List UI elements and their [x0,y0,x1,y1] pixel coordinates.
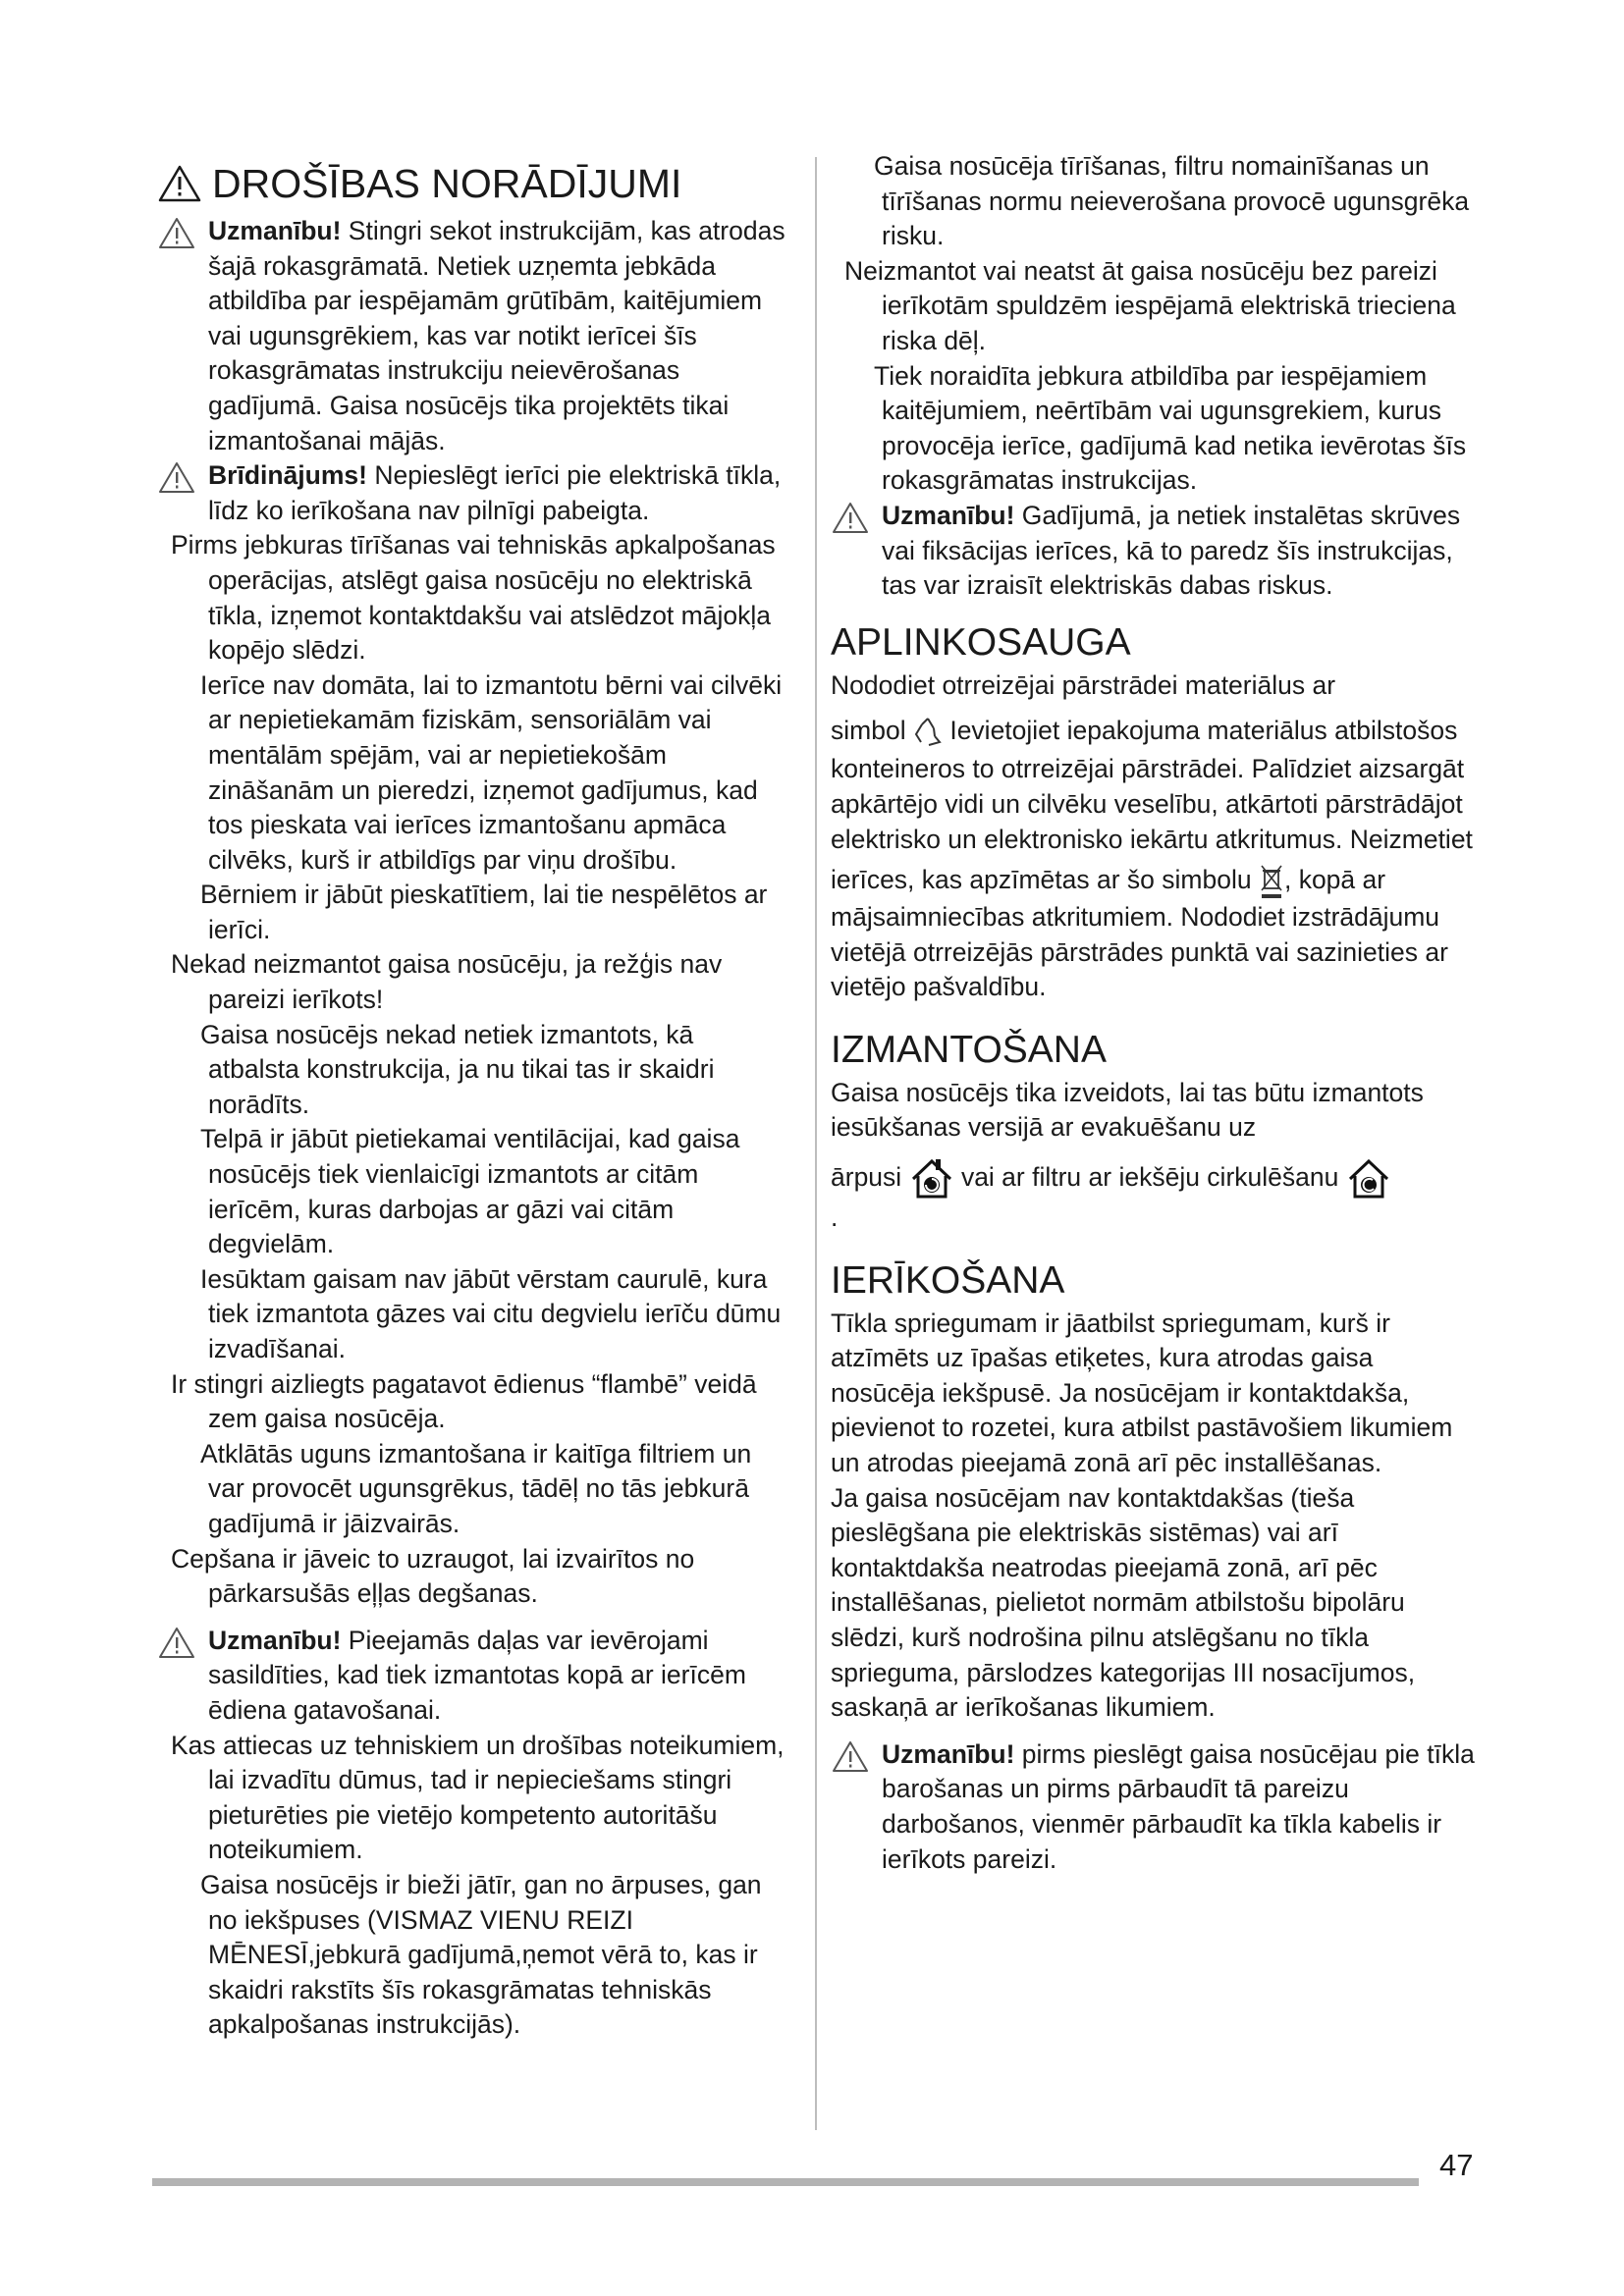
warning-label: Uzmanību! [208,1625,342,1655]
footer-rule [152,2178,1419,2186]
warning-icon [157,1627,196,1660]
environment-text: ierīces, kas apzīmētas ar šo simbolu , kopā ar mājsaimniecības atkritumiem. Nododiet izstrādājumu vietējā otrreizējās pārstrādes punktā vai sazinieties ar vietējo pašvaldību. [831,865,1448,1002]
warning-icon [831,502,870,535]
warning-label: Uzmanību! [882,500,1015,530]
warning-paragraph [157,458,785,528]
recirculation-mode-icon [1346,1157,1391,1201]
safety-item: Gaisa nosūcējs nekad netiek izmantots, kā atbalsta konstrukcija, ja nu tikai tas ir skaidri norādīts. [200,1019,715,1119]
safety-item: Neizmantot vai neatst āt gaisa nosūcēju bez pareizi ierīkotām spuldzēm iespējamā elektriskā trieciena riska dēļ. [844,255,1456,355]
installation-text: Ja gaisa nosūcējam nav kontaktdakšas (tieša pieslēgšana pie elektriskās sistēmas) vai arī kontaktdakša neatrodas pieejamā zonā, arī pēc installēšanas, pielietot normām atbilstošu bipolāru slēdzi, kurš nodrošina pilnu atslēgšanu no tīkla sprieguma, pārslodzes kategorijas III nosacījumos, saskaņā ar ierīkošanas likumiem. [831,1482,1416,1723]
safety-item: Gaisa nosūcēja tīrīšanas, filtru nomainīšanas un tīrīšanas normu neieverošana provocē ugunsgrēka risku. [874,151,1470,251]
safety-item: Bērniem ir jābūt pieskatītiem, lai tie nespēlētos ar ierīci. [200,880,768,944]
extraction-mode-icon [909,1157,954,1201]
installation-text: Tīkla spriegumam ir jāatbilst spriegumam, kurš ir atzīmēts uz īpašas etiķetes, kura atrodas gaisa nosūcēja iekšpusē. Ja nosūcējam ir kontaktdakša, pievienot to rozetei, kura atbilst pastāvošiem likumiem un atrodas pieejamā zonā arī pēc installēšanas. [831,1308,1453,1478]
usage-heading: IZMANTOŠANA [831,1028,1107,1071]
safety-heading [157,157,785,210]
warning-paragraph [157,1624,785,1729]
warning-text: Pieejamās daļas var ievērojami sasildīties, kad tiek izmantotas kopā ar ierīcēm ēdiena gatavošanai. [208,1625,746,1725]
usage-text: ārpusi vai ar filtru ar iekšēju cirkulēšanu [831,1157,1479,1201]
safety-item: Kas attiecas uz tehniskiem un drošības noteikumiem, lai izvadītu dūmus, tad ir nepieciešams stingri pieturēties pie vietējo kompetento autoritāšu noteikumiem. [171,1730,785,1865]
environment-heading: APLINKOSAUGA [831,620,1131,664]
safety-title: DROŠĪBAS NORĀDĪJUMI [212,161,682,206]
installation-heading: IERĪKOŠANA [831,1258,1065,1302]
environment-text: Nododiet otrreizējai pārstrādei materiālus ar [831,669,1336,700]
warning-icon [157,461,196,495]
left-column [157,157,785,2043]
safety-item: Ierīce nav domāta, lai to izmantotu bērni vai cilvēki ar nepietiekamām fiziskām, sensoriālām vai mentālām spējām, vai ar nepietiekošām zināšanām un pieredzi, izņemot gadījumus, kad tos pieskata vai ierīces izmantošanu apmāca cilvēks, kurš ir atbildīgs par viņu drošību. [200,669,783,875]
safety-item: Cepšana ir jāveic to uzraugot, lai izvairītos no pārkarsušās eļļas degšanas. [171,1543,695,1609]
environment-text: simbol Ievietojiet iepakojuma materiālus atbilstošos konteineros to otrreizējai pārstrādei. Palīdziet aizsargāt apkārtējo vidi un cilvēku veselību, atkārtoti pārstrādājot elektrisko un elektronisko iekārtu atkritumus. Neizmetiet [831,713,1479,857]
wheelie-bin-crossed-icon [1259,863,1284,900]
warning-icon [157,164,202,203]
warning-label: Uzmanību! [882,1738,1015,1769]
safety-item: Telpā ir jābūt pietiekamai ventilācijai, kad gaisa nosūcējs tiek vienlaicīgi izmantots ar citām ierīcēm, kuras darbojas ar gāzi vai citām degvielām. [200,1124,740,1259]
warning-icon [157,217,196,250]
warning-text: Nepieslēgt ierīci pie elektriskā tīkla, līdz ko ierīkošana nav pilnīgi pabeigta. [208,460,782,525]
safety-item: Iesūktam gaisam nav jābūt vērstam caurulē, kura tiek izmantota gāzes vai citu degvielu ierīču dūmu izvadīšanai. [200,1263,782,1363]
warning-paragraph [157,214,785,458]
recycle-icon [913,713,943,752]
warning-text: pirms pieslēgt gaisa nosūcējau pie tīkla barošanas un pirms pārbaudīt tā pareizu darbošanos, vienmēr pārbaudīt ka tīkla kabelis ir ierīkots pareizi. [882,1738,1475,1874]
safety-item: Ir stingri aizliegts pagatavot ēdienus “flambē” veidā zem gaisa nosūcēja. [171,1368,757,1434]
usage-text: . [831,1202,839,1233]
safety-item: Nekad neizmantot gaisa nosūcēju, ja režģis nav pareizi ierīkots! [171,949,723,1015]
right-column [831,149,1479,1877]
safety-item: Pirms jebkuras tīrīšanas vai tehniskās apkalpošanas operācijas, atslēgt gaisa nosūcēju no elektriskā tīkla, izņemot kontaktdakšu vai atslēdzot mājokļa kopējo slēdzi. [171,530,776,666]
warning-paragraph [831,1737,1479,1877]
column-divider [815,157,817,2130]
warning-label: Brīdinājums! [208,460,367,491]
usage-text: Gaisa nosūcējs tika izveidots, lai tas būtu izmantots iesūkšanas versijā ar evakuēšanu uz [831,1077,1424,1143]
safety-item: Atklātās uguns izmantošana ir kaitīga filtriem un var provocēt ugunsgrēkus, tādēļ no tās jebkurā gadījumā ir jāizvairās. [200,1438,752,1538]
warning-icon [831,1740,870,1774]
page-number: 47 [1439,2148,1474,2182]
safety-item: Gaisa nosūcējs ir bieži jātīr, gan no ārpuses, gan no iekšpuses (VISMAZ VIENU REIZI MĒNESĪ,jebkurā gadījumā,ņemot vērā to, kas ir skaidri rakstīts šīs rokasgrāmatas tehniskās apkalpošanas instrukcijās). [200,1869,762,2040]
warning-text: Gadījumā, ja netiek instalētas skrūves vai fiksācijas ierīces, kā to paredz šīs instrukcijas, tas var izraisīt elektriskās dabas riskus. [882,500,1461,601]
warning-paragraph [831,499,1479,604]
safety-item: Tiek noraidīta jebkura atbildība par iespējamiem kaitējumiem, neērtībām vai ugunsgrekiem, kurus provocēja ierīce, gadījumā kad netika ievērotas šīs rokasgrāmatas instrukcijas. [874,360,1467,496]
warning-label: Uzmanību! [208,216,342,245]
warning-text: Stingri sekot instrukcijām, kas atrodas šajā rokasgrāmatā. Netiek uzņemta jebkāda atbildība par iespējamām grūtībām, kaitējumiem vai ugunsgrēkiem, kas var notikt ierīcei šīs rokasgrāmatas instrukciju neievērošanas gadījumā. Gaisa nosūcējs tika projektēts tikai izmantošanai mājās. [208,216,785,455]
